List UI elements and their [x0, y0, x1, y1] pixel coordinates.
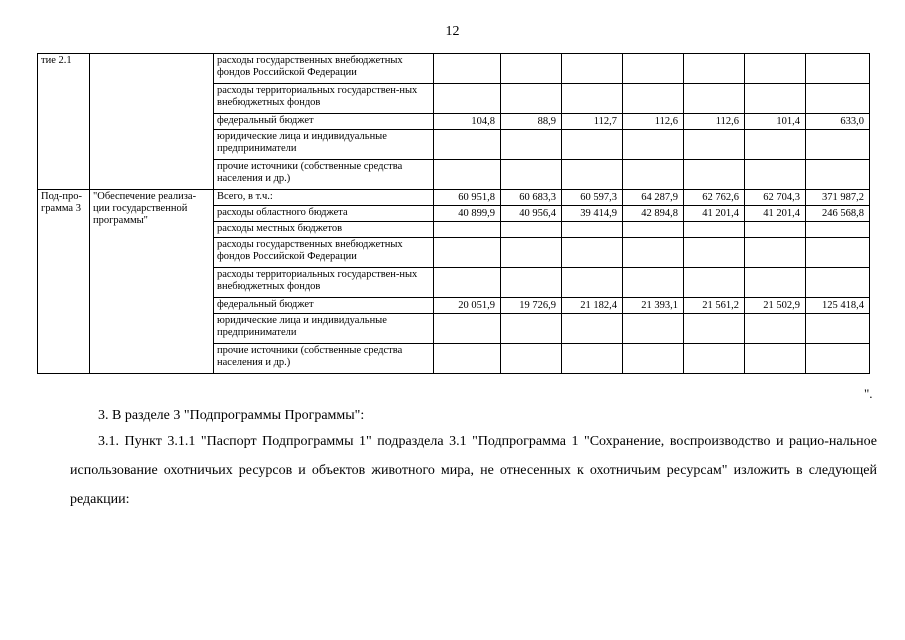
value-cell: 104,8 — [434, 114, 501, 130]
section-paragraph: 3. В разделе 3 "Подпрограммы Программы": — [98, 408, 365, 423]
value-cell — [562, 344, 623, 374]
funding-source-cell: расходы государственных внебюджетных фондов Российской Федерации — [214, 238, 434, 268]
value-cell — [745, 344, 806, 374]
value-cell — [745, 222, 806, 238]
program-code-cell: тие 2.1 — [38, 54, 90, 190]
value-cell — [501, 238, 562, 268]
budget-table — [37, 53, 870, 374]
table-row — [38, 54, 870, 84]
program-title-cell: "Обеспечение реализа-ции государственной программы" — [90, 190, 214, 374]
total-cell: 246 568,8 — [806, 206, 870, 222]
value-cell: 112,6 — [623, 114, 684, 130]
value-cell — [562, 160, 623, 190]
value-cell — [684, 54, 745, 84]
value-cell — [684, 160, 745, 190]
funding-source-cell: расходы территориальных государствен-ных внебюджетных фондов — [214, 268, 434, 298]
value-cell — [562, 130, 623, 160]
value-cell — [684, 130, 745, 160]
total-cell: 371 987,2 — [806, 190, 870, 206]
value-cell — [623, 54, 684, 84]
value-cell — [745, 130, 806, 160]
program-code-cell: Под-про-грамма 3 — [38, 190, 90, 374]
total-cell — [806, 222, 870, 238]
value-cell: 21 182,4 — [562, 298, 623, 314]
value-cell — [434, 268, 501, 298]
funding-source-cell: расходы территориальных государствен-ных внебюджетных фондов — [214, 84, 434, 114]
value-cell — [434, 222, 501, 238]
value-cell — [501, 268, 562, 298]
value-cell — [501, 314, 562, 344]
value-cell: 112,7 — [562, 114, 623, 130]
value-cell — [684, 268, 745, 298]
value-cell — [745, 314, 806, 344]
value-cell: 40 899,9 — [434, 206, 501, 222]
value-cell — [562, 84, 623, 114]
value-cell — [562, 238, 623, 268]
value-cell — [745, 160, 806, 190]
body-paragraph: 3.1. Пункт 3.1.1 "Паспорт Подпрограммы 1" подраздела 3.1 "Подпрограмма 1 "Сохранение, воспроизводство и рацио-нальное использование охотничьих ресурсов и объектов животного мира, не отнесенных к охотничьим ресурсам" изложить в следующей редакции: — [70, 434, 877, 507]
value-cell — [623, 160, 684, 190]
value-cell — [623, 222, 684, 238]
value-cell — [562, 54, 623, 84]
total-cell — [806, 314, 870, 344]
value-cell — [684, 314, 745, 344]
value-cell — [684, 222, 745, 238]
value-cell — [684, 344, 745, 374]
total-cell — [806, 344, 870, 374]
value-cell — [501, 84, 562, 114]
value-cell — [434, 314, 501, 344]
value-cell — [562, 268, 623, 298]
value-cell — [434, 344, 501, 374]
total-cell — [806, 160, 870, 190]
total-cell — [806, 130, 870, 160]
value-cell: 39 414,9 — [562, 206, 623, 222]
page-number: 12 — [445, 24, 460, 39]
value-cell — [501, 54, 562, 84]
value-cell — [501, 222, 562, 238]
value-cell — [623, 344, 684, 374]
value-cell — [562, 314, 623, 344]
value-cell: 64 287,9 — [623, 190, 684, 206]
value-cell — [684, 84, 745, 114]
value-cell — [434, 160, 501, 190]
value-cell — [623, 238, 684, 268]
table-row — [38, 190, 870, 206]
value-cell: 21 393,1 — [623, 298, 684, 314]
value-cell: 60 597,3 — [562, 190, 623, 206]
funding-source-cell: федеральный бюджет — [214, 114, 434, 130]
value-cell — [745, 238, 806, 268]
value-cell — [501, 344, 562, 374]
value-cell: 88,9 — [501, 114, 562, 130]
value-cell: 60 951,8 — [434, 190, 501, 206]
funding-source-cell: Всего, в т.ч.: — [214, 190, 434, 206]
funding-source-cell: федеральный бюджет — [214, 298, 434, 314]
value-cell: 62 704,3 — [745, 190, 806, 206]
value-cell: 19 726,9 — [501, 298, 562, 314]
funding-source-cell: расходы областного бюджета — [214, 206, 434, 222]
value-cell: 60 683,3 — [501, 190, 562, 206]
value-cell: 101,4 — [745, 114, 806, 130]
program-title-cell — [90, 54, 214, 190]
value-cell — [745, 268, 806, 298]
funding-source-cell: юридические лица и индивидуальные предприниматели — [214, 314, 434, 344]
value-cell — [434, 238, 501, 268]
total-cell — [806, 54, 870, 84]
value-cell — [623, 268, 684, 298]
funding-source-cell: расходы государственных внебюджетных фондов Российской Федерации — [214, 54, 434, 84]
funding-source-cell: прочие источники (собственные средства населения и др.) — [214, 160, 434, 190]
total-cell: 633,0 — [806, 114, 870, 130]
value-cell: 40 956,4 — [501, 206, 562, 222]
value-cell: 21 502,9 — [745, 298, 806, 314]
total-cell — [806, 268, 870, 298]
value-cell: 20 051,9 — [434, 298, 501, 314]
value-cell — [684, 238, 745, 268]
funding-source-cell: юридические лица и индивидуальные предприниматели — [214, 130, 434, 160]
value-cell — [501, 160, 562, 190]
value-cell: 112,6 — [684, 114, 745, 130]
value-cell: 41 201,4 — [684, 206, 745, 222]
value-cell: 41 201,4 — [745, 206, 806, 222]
value-cell — [623, 130, 684, 160]
value-cell — [501, 130, 562, 160]
value-cell — [434, 130, 501, 160]
value-cell — [434, 54, 501, 84]
value-cell — [745, 84, 806, 114]
funding-source-cell: прочие источники (собственные средства населения и др.) — [214, 344, 434, 374]
value-cell — [623, 314, 684, 344]
total-cell — [806, 238, 870, 268]
value-cell: 21 561,2 — [684, 298, 745, 314]
value-cell — [434, 84, 501, 114]
value-cell: 42 894,8 — [623, 206, 684, 222]
total-cell: 125 418,4 — [806, 298, 870, 314]
closing-quote: ". — [864, 386, 873, 401]
funding-source-cell: расходы местных бюджетов — [214, 222, 434, 238]
value-cell: 62 762,6 — [684, 190, 745, 206]
value-cell — [623, 84, 684, 114]
total-cell — [806, 84, 870, 114]
value-cell — [745, 54, 806, 84]
value-cell — [562, 222, 623, 238]
